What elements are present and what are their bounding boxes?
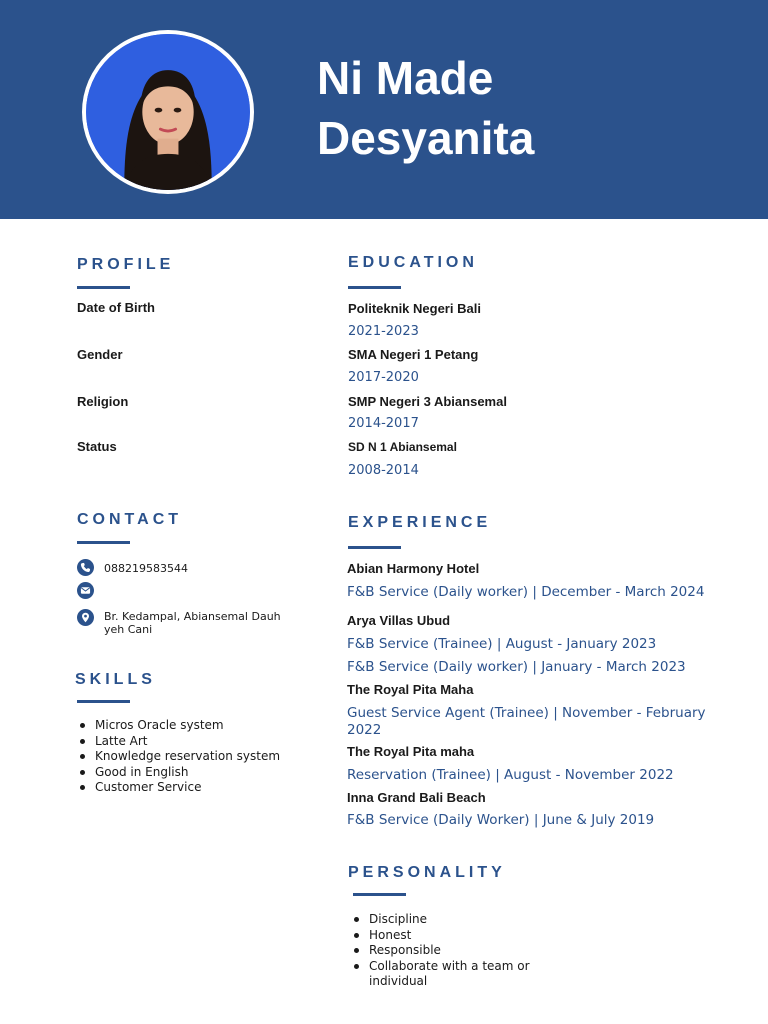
profile-photo (82, 30, 254, 194)
list-item: Customer Service (77, 780, 317, 796)
experience-underline (348, 546, 401, 549)
profile-heading: PROFILE (77, 256, 175, 273)
phone-number: 088219583544 (104, 562, 188, 575)
experience-role: F&B Service (Daily worker) | December - March 2024 (347, 584, 705, 600)
name-line-1: Ni Made (317, 52, 494, 104)
list-item: Discipline (351, 912, 551, 928)
list-item: Collaborate with a team or individual (351, 959, 551, 990)
list-item: Good in English (77, 765, 317, 781)
full-name (317, 48, 747, 168)
skills-heading: SKILLS (75, 671, 156, 688)
profile-underline (77, 286, 130, 289)
experience-role: Guest Service Agent (Trainee) | November - February 2022 (347, 705, 706, 738)
personality-list (351, 912, 551, 990)
profile-field-dob: Date of Birth (77, 300, 155, 315)
skills-underline (77, 700, 130, 703)
school-years: 2008-2014 (348, 463, 419, 478)
school-name: SMA Negeri 1 Petang (348, 347, 479, 362)
list-item: Knowledge reservation system (77, 749, 317, 765)
list-item: Latte Art (77, 734, 317, 750)
experience-heading: EXPERIENCE (348, 514, 492, 531)
profile-field-gender: Gender (77, 347, 123, 362)
portrait-image (86, 34, 250, 190)
school-years: 2014-2017 (348, 416, 419, 431)
profile-field-status: Status (77, 439, 117, 454)
education-underline (348, 286, 401, 289)
list-item: Honest (351, 928, 551, 944)
phone-icon (77, 559, 94, 576)
experience-place: The Royal Pita maha (347, 744, 475, 759)
experience-place: Inna Grand Bali Beach (347, 790, 486, 805)
contact-heading: CONTACT (77, 511, 183, 528)
contact-underline (77, 541, 130, 544)
school-name: SMP Negeri 3 Abiansemal (348, 394, 507, 409)
profile-field-religion: Religion (77, 394, 129, 409)
personality-heading: PERSONALITY (348, 864, 506, 881)
school-name: SD N 1 Abiansemal (348, 440, 457, 454)
education-heading: EDUCATION (348, 254, 478, 271)
experience-role: F&B Service (Daily worker) | January - March 2023 (347, 659, 686, 675)
name-line-2: Desyanita (317, 112, 535, 164)
email-icon (77, 582, 94, 599)
experience-role: Reservation (Trainee) | August - November 2022 (347, 767, 674, 783)
location-pin-icon (77, 609, 94, 626)
skills-list (77, 718, 317, 796)
school-name: Politeknik Negeri Bali (348, 301, 481, 316)
school-years: 2017-2020 (348, 370, 419, 385)
list-item: Micros Oracle system (77, 718, 317, 734)
experience-role: F&B Service (Trainee) | August - January 2023 (347, 636, 657, 652)
list-item: Responsible (351, 943, 551, 959)
experience-place: The Royal Pita Maha (347, 682, 474, 697)
personality-underline (353, 893, 406, 896)
experience-place: Arya Villas Ubud (347, 613, 451, 628)
school-years: 2021-2023 (348, 324, 419, 339)
header-banner (0, 0, 768, 219)
address: Br. Kedampal, Abiansemal Dauh yeh Cani (104, 610, 281, 636)
experience-role: F&B Service (Daily Worker) | June & July 2019 (347, 812, 655, 828)
experience-place: Abian Harmony Hotel (347, 561, 480, 576)
